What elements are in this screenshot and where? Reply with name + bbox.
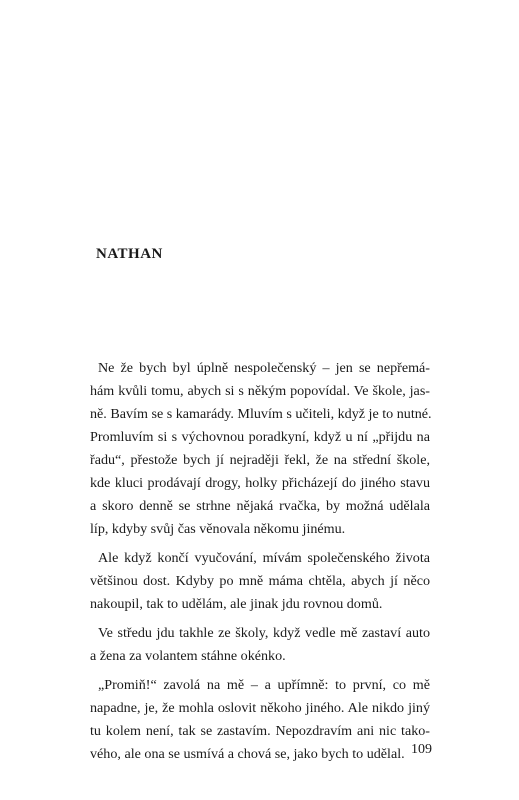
text-line: ně. Bavím se s kamarády. Mluvím s učiteli, když je to nutné. (90, 406, 432, 422)
page-number: 109 (411, 742, 432, 757)
text-line: „Promiň!“ zavolá na mě – a upřímně: to první, co mě (98, 677, 430, 693)
text-line: líp, kdyby svůj čas věnovala někomu jinému. (90, 521, 346, 537)
text-line: tu kolem není, tak se zastavím. Nepozdravím ani nic tako- (90, 723, 430, 739)
text-line: Promluvím si s výchovnou poradkyní, když u ní „přijdu na (90, 429, 430, 445)
text-line: většinou dost. Kdyby po mně máma chtěla, abych jí něco (90, 573, 430, 589)
paragraph (90, 357, 430, 541)
text-line: hám kvůli tomu, abych si s někým popovídal. Ve škole, jas- (90, 383, 430, 399)
text-line: nakoupil, tak to udělám, ale jinak jdu rovnou domů. (90, 596, 383, 612)
paragraph (90, 547, 430, 616)
text-line: Ne že bych byl úplně nespolečenský – jen se nepřemá- (98, 360, 430, 376)
text-line: Ve středu jdu takhle ze školy, když vedle mě zastaví auto (98, 625, 430, 641)
text-line: napadne, je, že mohla oslovit někoho jiného. Ale nikdo jiný (90, 700, 430, 716)
text-line: a skoro denně se strhne nějaká rvačka, by možná udělala (90, 498, 430, 514)
text-line: a žena za volantem stáhne okénko. (90, 648, 286, 664)
body-text (90, 357, 430, 766)
paragraph (90, 622, 430, 668)
text-line: Ale když končí vyučování, mívám společenského života (98, 550, 430, 566)
text-line: vého, ale ona se usmívá a chová se, jako bych to udělal. (90, 746, 405, 762)
chapter-title: NATHAN (96, 246, 163, 262)
text-line: řadu“, přestože bych jí nejraději řekl, že na střední škole, (90, 452, 430, 468)
text-line: kde kluci prodávají drogy, holky přicházejí do jiného stavu (90, 475, 430, 491)
paragraph (90, 674, 430, 766)
